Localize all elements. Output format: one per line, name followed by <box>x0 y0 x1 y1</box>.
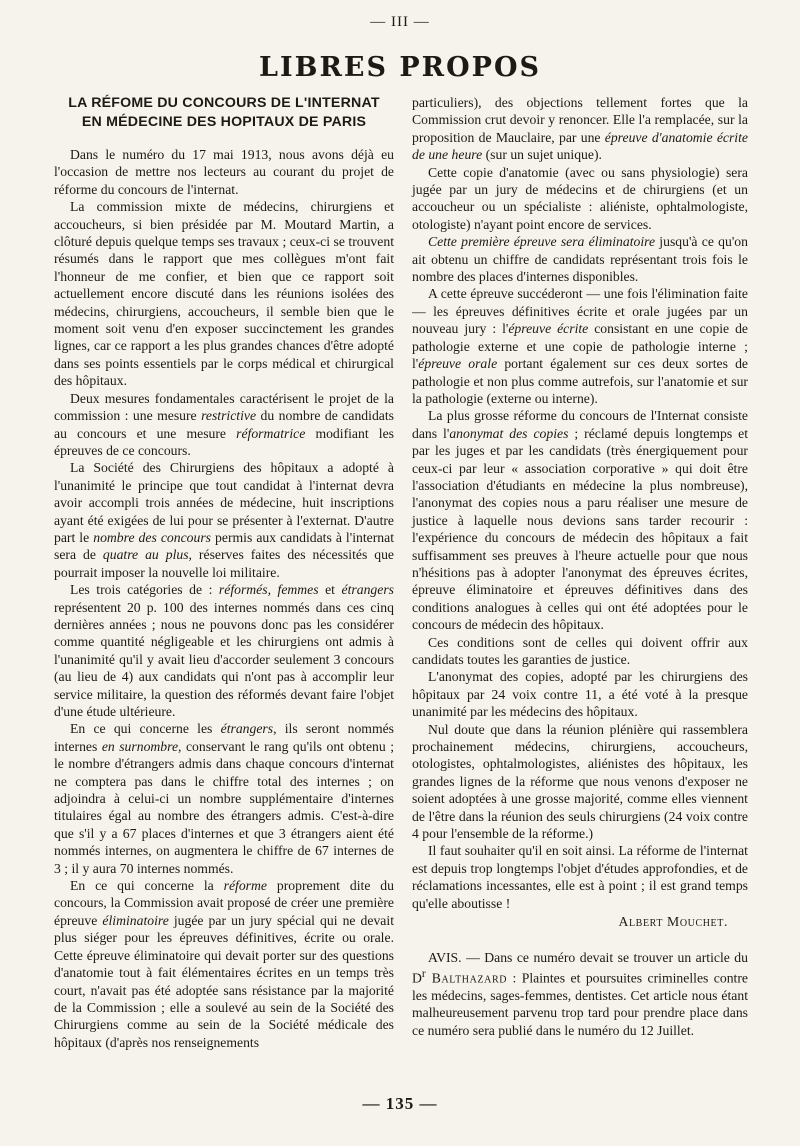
author-signature: Albert Mouchet. <box>618 914 728 930</box>
top-page-number: — III — <box>370 14 430 30</box>
paragraph-16: Il faut souhaiter qu'il en soit ainsi. La réforme de l'internat est depuis trop longtemps l'objet d'études approfondies, et de réclamations incessantes, elle est à point ; il est grand temps qu'elle aboutisse ! <box>412 843 748 911</box>
paragraph-12: La plus grosse réforme du concours de l'Internat consiste dans l'anonymat des copies ; réclamé depuis longtemps et par les juges et par les candidats (très énergiquement pour ceux-ci par leur « association corporative » qui doit être l'association d'étudiants en médecine la plus nombreuse), l'anonymat des copies nous a paru réaliser une mesure de justice à laquelle nous devions sans tarder recourir : l'expérience du concours de médecin des hôpitaux a fait suffisamment ses preuves à l'heure actuelle pour que nous n'hésitions pas à adopter l'anonymat des épreuves écrites, épreuve éliminatoire et épreuves définitives dans des conditions analogues à celles qui ont été adoptées pour le concours de médecin des hôpitaux. <box>412 408 749 633</box>
paragraph-5: Les trois catégories de : réformés, femmes et étrangers représentent 20 p. 100 des internes nommés dans ces cinq dernières années ; nous ne pouvons donc pas les considérer comme quantité négligeable et les chirurgiens ont admis à l'unanimité qu'il y avait lieu d'accorder seulement 3 concours (au lieu de 4) aux candidats qui n'ont pas à accomplir leur service militaire, la question des réformés devant faire l'objet d'une étude ultérieure. <box>54 582 394 719</box>
avis-notice: AVIS. — Dans ce numéro devait se trouver un article du $D^r$ Balthazard : Plaintes et poursuites criminelles contre les médecins, sages-femmes, dentistes. Cet article nous étant malheureusement parvenu trop tard pour prendre place dans ce numéro sera publié dans le numéro du 12 Juillet. <box>412 949 748 1038</box>
avis-author-name: Balthazard <box>425 970 508 986</box>
paragraph-13: Ces conditions sont de celles qui doivent offrir aux candidats toutes les garanties de justice. <box>412 634 748 667</box>
paragraph-10: Cette première épreuve sera éliminatoire jusqu'à ce qu'on ait obtenu un chiffre de candidats représentant trois fois le nombre des places d'internes disponibles. <box>412 234 748 285</box>
paragraph-3: Deux mesures fondamentales caractérisent le projet de la commission : une mesure restrictive du nombre de candidats au concours et une mesure réformatrice modifiant les épreuves de ce concours. <box>54 390 394 458</box>
paragraph-4: La Société des Chirurgiens des hôpitaux a adopté à l'unanimité le principe que tout candidat à l'internat devra avoir accompli trois années de médecine, huit inscriptions ayant été exigées de lui pour se présenter à l'externat. D'autre part le nombre des concours permis aux candidats à l'internat sera de quatre au plus, réserves faites des nécessités que pourrait imposer la nouvelle loi militaire. <box>54 460 394 580</box>
paragraph-15: Nul doute que dans la réunion plénière qui rassemblera prochainement médecins, chirurgiens, accoucheurs, otologistes, ophtalmologistes, aliénistes des hôpitaux, les grandes lignes de la réforme que nous venons d'exposer ne soient adoptées à une grosse majorité, comme elles viennent de l'être dans la réunion des seuls chirurgiens (24 voix contre 4 pour l'ensemble de la réforme.) <box>412 721 748 842</box>
paragraph-8: particuliers), des objections tellement fortes que la Commission crut devoir y renoncer. Elle l'a remplacée, sur la proposition de Mauclaire, par une épreuve d'anatomie écrite de une heure (sur un sujet unique). <box>412 95 748 163</box>
paragraph-11: A cette épreuve succéderont — une fois l'élimination faite — les épreuves définitives écrite et orale jugées par un nouveau jury : l'épreuve écrite consistant en une copie de pathologie externe et une copie de pathologie interne ; l'épreuve orale portant également sur ces deux sortes de pathologie et non plus comme autrefois, sur l'anatomie et sur la pathologie (externe ou interne). <box>412 286 748 406</box>
paragraph-9: Cette copie d'anatomie (avec ou sans physiologie) sera jugée par un jury de médecins et de chirurgiens (et un accoucheur ou un spécialiste : aliéniste, ophtalmologiste, otologiste) n'ayant point encore de services. <box>412 164 748 232</box>
article-title-line-2: EN MÉDECINE DES HOPITAUX DE PARIS <box>81 114 367 130</box>
paragraph-14: L'anonymat des copies, adopté par les chirurgiens des hôpitaux par 24 voix contre 11, a été voté à la presque unanimité par les médecins des hôpitaux. <box>412 669 748 720</box>
avis-label: AVIS. <box>428 949 462 965</box>
article-title-line-1: LA RÉFOME DU CONCOURS DE L'INTERNAT <box>68 95 380 111</box>
right-column <box>412 94 748 1039</box>
article-title <box>54 94 394 132</box>
left-column <box>54 92 394 1051</box>
section-title: LIBRES PROPOS <box>259 52 541 83</box>
paragraph-2: La commission mixte de médecins, chirurgiens et accoucheurs, si bien présidée par M. Moutard Martin, a clôturé depuis quelque temps ses travaux ; ceux-ci se trouvent résumés dans le rapport que mes collègues m'ont fait l'honneur de me confier, et bien que ce rapport soit actuellement encore discuté dans les réunions isolées des médecins, chirurgiens, accoucheurs, il semble bien que le moment soit venu d'en exposer succinctement les grandes lignes, car ce rapport a les plus grandes chances d'être adopté dans ses points essentiels par le corps médical et chirurgical des hôpitaux. <box>54 199 394 389</box>
paragraph-6: En ce qui concerne les étrangers, ils seront nommés internes en surnombre, conservant le rang qu'ils ont obtenu ; le nombre d'étrangers admis dans chaque concours d'internat ne comptera pas dans le chiffre total des internes ; on adjoindra à celui-ci un nombre supplémentaire d'internes titulaires égal au nombre des étrangers admis. C'est-à-dire que s'il y a 67 places d'internes et que 3 étrangers aient été nommés internes, on augmentera le chiffre de 67 internes de 3 ; il y aura 70 internes nommés. <box>54 721 394 876</box>
bottom-page-number: — 135 — <box>362 1094 438 1113</box>
paragraph-1: Dans le numéro du 17 mai 1913, nous avons déjà eu l'occasion de mettre nos lecteurs au courant du projet de réforme du concours de l'internat. <box>54 147 394 197</box>
paragraph-7: En ce qui concerne la réforme proprement dite du concours, la Commission avait proposé de créer une première épreuve éliminatoire jugée par un jury spécial qui ne devait plus siéger pour les épreuves définitives, écrite ou orale. Cette épreuve éliminatoire qui devait porter sur des questions d'anatomie tout à fait élémentaires écrites en un temps très court, n'avait pas été adoptée sans résistance par la majorité de la Commission ; elle a soulevé au sein de la Société des Chirurgiens comme au sein de la Société médicale des hôpitaux (d'après nos renseignements <box>54 878 394 1050</box>
